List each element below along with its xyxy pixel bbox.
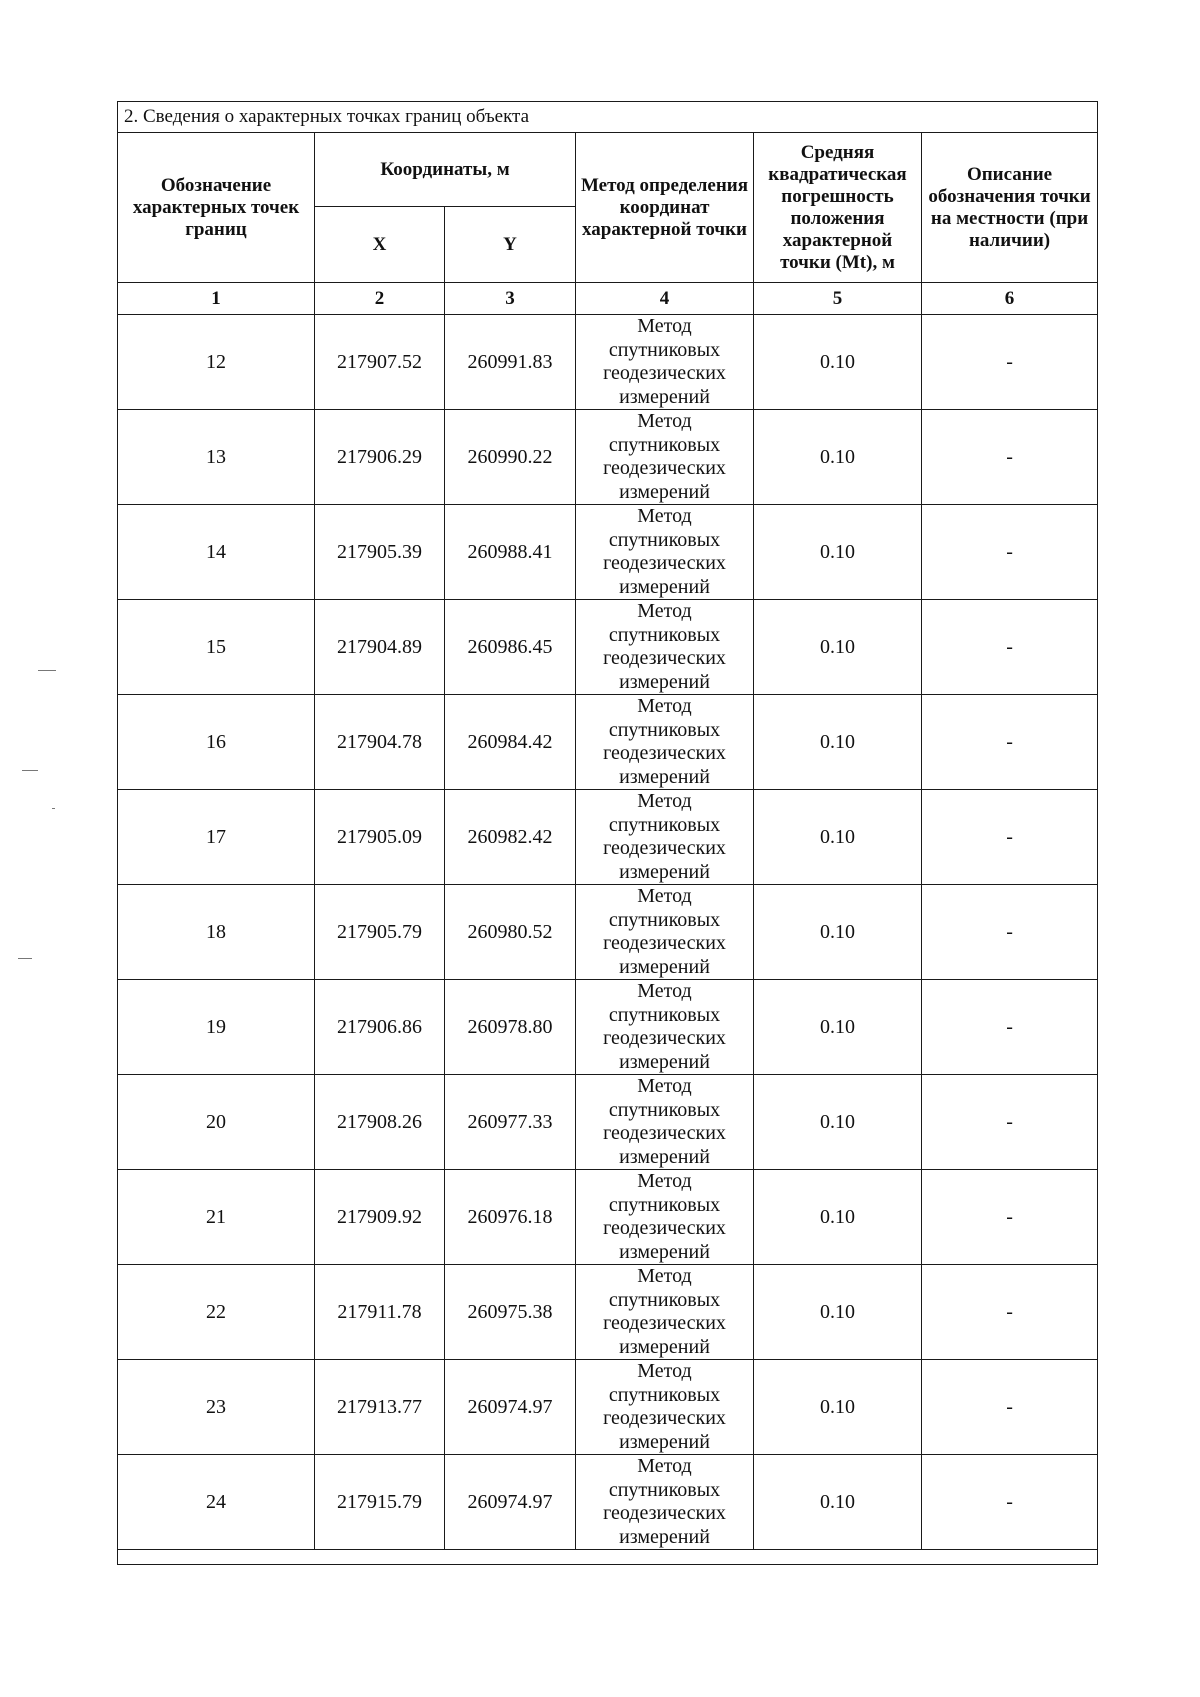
boundary-points-table — [117, 101, 1098, 1565]
point-id: 17 — [118, 790, 315, 885]
method: Метод спутниковых геодезических измерений — [576, 410, 754, 505]
accuracy-mt: 0.10 — [754, 410, 922, 505]
coord-y: 260984.42 — [445, 695, 576, 790]
method: Метод спутниковых геодезических измерений — [576, 1455, 754, 1550]
point-id: 23 — [118, 1360, 315, 1455]
point-description: - — [922, 505, 1098, 600]
method: Метод спутниковых геодезических измерений — [576, 505, 754, 600]
accuracy-mt: 0.10 — [754, 1075, 922, 1170]
coord-y: 260974.97 — [445, 1360, 576, 1455]
coord-y: 260980.52 — [445, 885, 576, 980]
point-description: - — [922, 1455, 1098, 1550]
accuracy-mt: 0.10 — [754, 695, 922, 790]
coord-x: 217905.79 — [315, 885, 445, 980]
header-x: X — [315, 207, 445, 283]
coord-y: 260976.18 — [445, 1170, 576, 1265]
table-row — [118, 790, 1098, 885]
point-description: - — [922, 1170, 1098, 1265]
method: Метод спутниковых геодезических измерений — [576, 1170, 754, 1265]
method: Метод спутниковых геодезических измерений — [576, 695, 754, 790]
point-description: - — [922, 1360, 1098, 1455]
table-row — [118, 1265, 1098, 1360]
table-footer-row — [118, 1550, 1098, 1565]
accuracy-mt: 0.10 — [754, 1265, 922, 1360]
table-row — [118, 315, 1098, 410]
header-y: Y — [445, 207, 576, 283]
accuracy-mt: 0.10 — [754, 790, 922, 885]
column-number: 2 — [315, 283, 445, 315]
point-id: 21 — [118, 1170, 315, 1265]
point-description: - — [922, 885, 1098, 980]
accuracy-mt: 0.10 — [754, 505, 922, 600]
table-row — [118, 1075, 1098, 1170]
table-row — [118, 1360, 1098, 1455]
header-method: Метод определения координат характерной точки — [576, 133, 754, 283]
column-number: 4 — [576, 283, 754, 315]
column-number: 6 — [922, 283, 1098, 315]
coord-y: 260975.38 — [445, 1265, 576, 1360]
point-description: - — [922, 695, 1098, 790]
coord-y: 260988.41 — [445, 505, 576, 600]
point-id: 24 — [118, 1455, 315, 1550]
coord-x: 217905.39 — [315, 505, 445, 600]
method: Метод спутниковых геодезических измерений — [576, 1265, 754, 1360]
point-description: - — [922, 1265, 1098, 1360]
header-description: Описание обозначения точки на местности (при наличии) — [922, 133, 1098, 283]
accuracy-mt: 0.10 — [754, 885, 922, 980]
column-number: 1 — [118, 283, 315, 315]
point-id: 20 — [118, 1075, 315, 1170]
point-id: 19 — [118, 980, 315, 1075]
point-description: - — [922, 410, 1098, 505]
coord-x: 217915.79 — [315, 1455, 445, 1550]
coord-y: 260977.33 — [445, 1075, 576, 1170]
scan-mark — [22, 770, 38, 771]
point-id: 15 — [118, 600, 315, 695]
accuracy-mt: 0.10 — [754, 315, 922, 410]
accuracy-mt: 0.10 — [754, 980, 922, 1075]
table-row — [118, 1455, 1098, 1550]
header-point: Обозначение характерных точек границ — [118, 133, 315, 283]
header-coords: Координаты, м — [315, 133, 576, 207]
coord-y: 260990.22 — [445, 410, 576, 505]
coord-x: 217909.92 — [315, 1170, 445, 1265]
coord-x: 217911.78 — [315, 1265, 445, 1360]
point-description: - — [922, 1075, 1098, 1170]
point-id: 16 — [118, 695, 315, 790]
coord-x: 217906.29 — [315, 410, 445, 505]
accuracy-mt: 0.10 — [754, 1455, 922, 1550]
table-row — [118, 695, 1098, 790]
table-footer-cell — [118, 1550, 1098, 1565]
table-row — [118, 1170, 1098, 1265]
point-description: - — [922, 980, 1098, 1075]
column-number: 3 — [445, 283, 576, 315]
method: Метод спутниковых геодезических измерений — [576, 885, 754, 980]
accuracy-mt: 0.10 — [754, 1170, 922, 1265]
point-description: - — [922, 790, 1098, 885]
point-description: - — [922, 315, 1098, 410]
point-description: - — [922, 600, 1098, 695]
coord-x: 217907.52 — [315, 315, 445, 410]
method: Метод спутниковых геодезических измерений — [576, 315, 754, 410]
coord-y: 260974.97 — [445, 1455, 576, 1550]
column-number: 5 — [754, 283, 922, 315]
header-accuracy: Средняя квадратическая погрешность положения характерной точки (Mt), м — [754, 133, 922, 283]
coord-x: 217904.89 — [315, 600, 445, 695]
point-id: 18 — [118, 885, 315, 980]
coord-x: 217906.86 — [315, 980, 445, 1075]
section-title: 2. Сведения о характерных точках границ объекта — [118, 102, 1098, 133]
coord-x: 217908.26 — [315, 1075, 445, 1170]
scan-mark — [52, 808, 55, 809]
method: Метод спутниковых геодезических измерений — [576, 1075, 754, 1170]
table-row — [118, 410, 1098, 505]
point-id: 22 — [118, 1265, 315, 1360]
method: Метод спутниковых геодезических измерений — [576, 790, 754, 885]
coord-x: 217904.78 — [315, 695, 445, 790]
table-row — [118, 505, 1098, 600]
scan-mark — [18, 958, 32, 959]
point-id: 14 — [118, 505, 315, 600]
table-row — [118, 885, 1098, 980]
method: Метод спутниковых геодезических измерений — [576, 600, 754, 695]
coord-y: 260991.83 — [445, 315, 576, 410]
method: Метод спутниковых геодезических измерений — [576, 980, 754, 1075]
point-id: 13 — [118, 410, 315, 505]
coord-x: 217905.09 — [315, 790, 445, 885]
table-row — [118, 600, 1098, 695]
coord-y: 260986.45 — [445, 600, 576, 695]
coord-y: 260978.80 — [445, 980, 576, 1075]
method: Метод спутниковых геодезических измерений — [576, 1360, 754, 1455]
accuracy-mt: 0.10 — [754, 600, 922, 695]
point-id: 12 — [118, 315, 315, 410]
accuracy-mt: 0.10 — [754, 1360, 922, 1455]
coord-y: 260982.42 — [445, 790, 576, 885]
table-row — [118, 980, 1098, 1075]
scan-mark — [38, 670, 56, 671]
coord-x: 217913.77 — [315, 1360, 445, 1455]
